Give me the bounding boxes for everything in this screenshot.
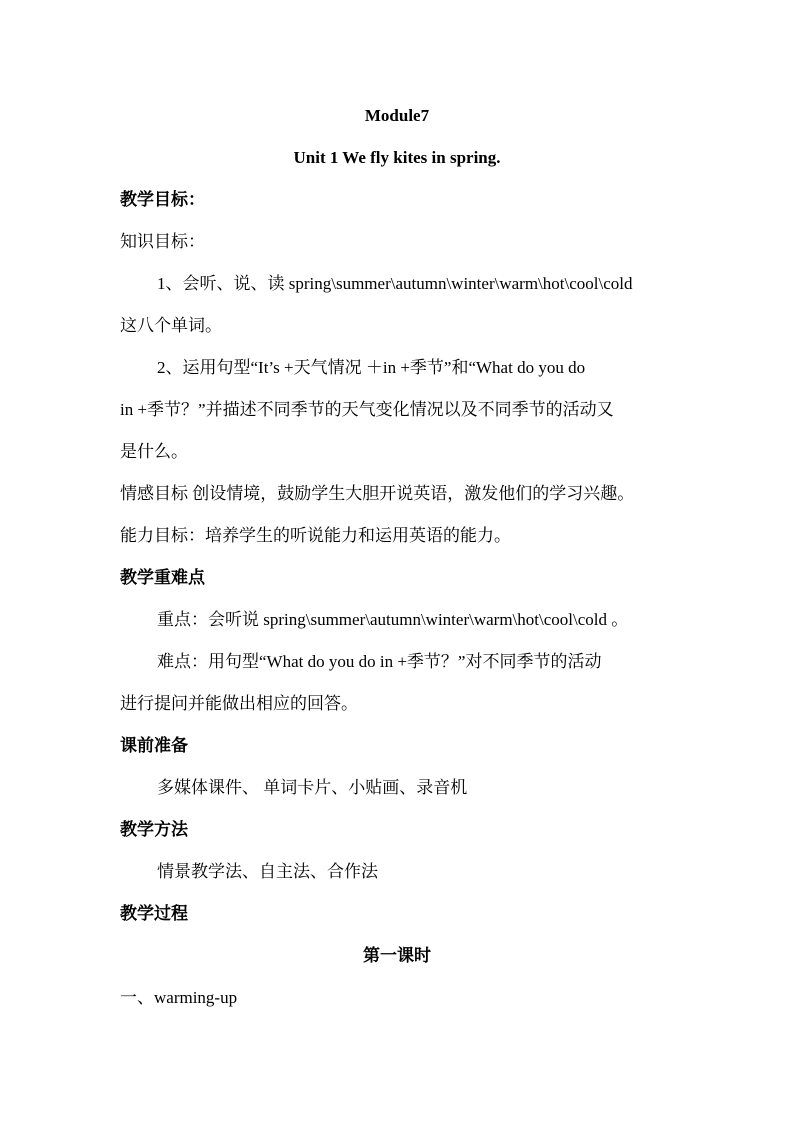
knowledge-goals-heading: 知识目标： (120, 232, 205, 251)
goal-2-line-3: 是什么。 (120, 442, 188, 461)
emotion-goal: 情感目标 创设情境，鼓励学生大胆开说英语，激发他们的学习兴趣。 (120, 484, 635, 503)
key-difficult-heading: 教学重难点 (120, 568, 205, 587)
preparation-heading: 课前准备 (120, 736, 188, 755)
methods-heading: 教学方法 (120, 820, 188, 839)
unit-title: Unit 1 We fly kites in spring. (293, 148, 501, 167)
warming-up: 一、warming-up (120, 988, 238, 1007)
process-heading: 教学过程 (120, 904, 188, 923)
goal-2-line-1: 2、运用句型“It’s +天气情况 ＋in +季节”和“What do you do (157, 358, 586, 377)
goal-2-line-2: in +季节？”并描述不同季节的天气变化情况以及不同季节的活动又 (120, 400, 614, 419)
methods-items: 情景教学法、自主法、合作法 (157, 862, 378, 881)
difficult-point-line-1: 难点：用句型“What do you do in +季节？”对不同季节的活动 (157, 652, 602, 671)
goal-1-line-1: 1、会听、说、读 spring\summer\autumn\winter\warm\hot\cool\cold (157, 274, 633, 293)
key-point: 重点：会听说 spring\summer\autumn\winter\warm\hot\cool\cold 。 (157, 610, 629, 629)
goal-1-line-2: 这八个单词。 (120, 316, 222, 335)
module-title: Module7 (364, 106, 430, 125)
teaching-goals-heading: 教学目标： (120, 190, 205, 209)
ability-goal: 能力目标：培养学生的听说能力和运用英语的能力。 (120, 526, 511, 545)
preparation-items: 多媒体课件、 单词卡片、小贴画、录音机 (157, 778, 468, 797)
lesson-title: 第一课时 (363, 946, 431, 965)
difficult-point-line-2: 进行提问并能做出相应的回答。 (120, 694, 358, 713)
